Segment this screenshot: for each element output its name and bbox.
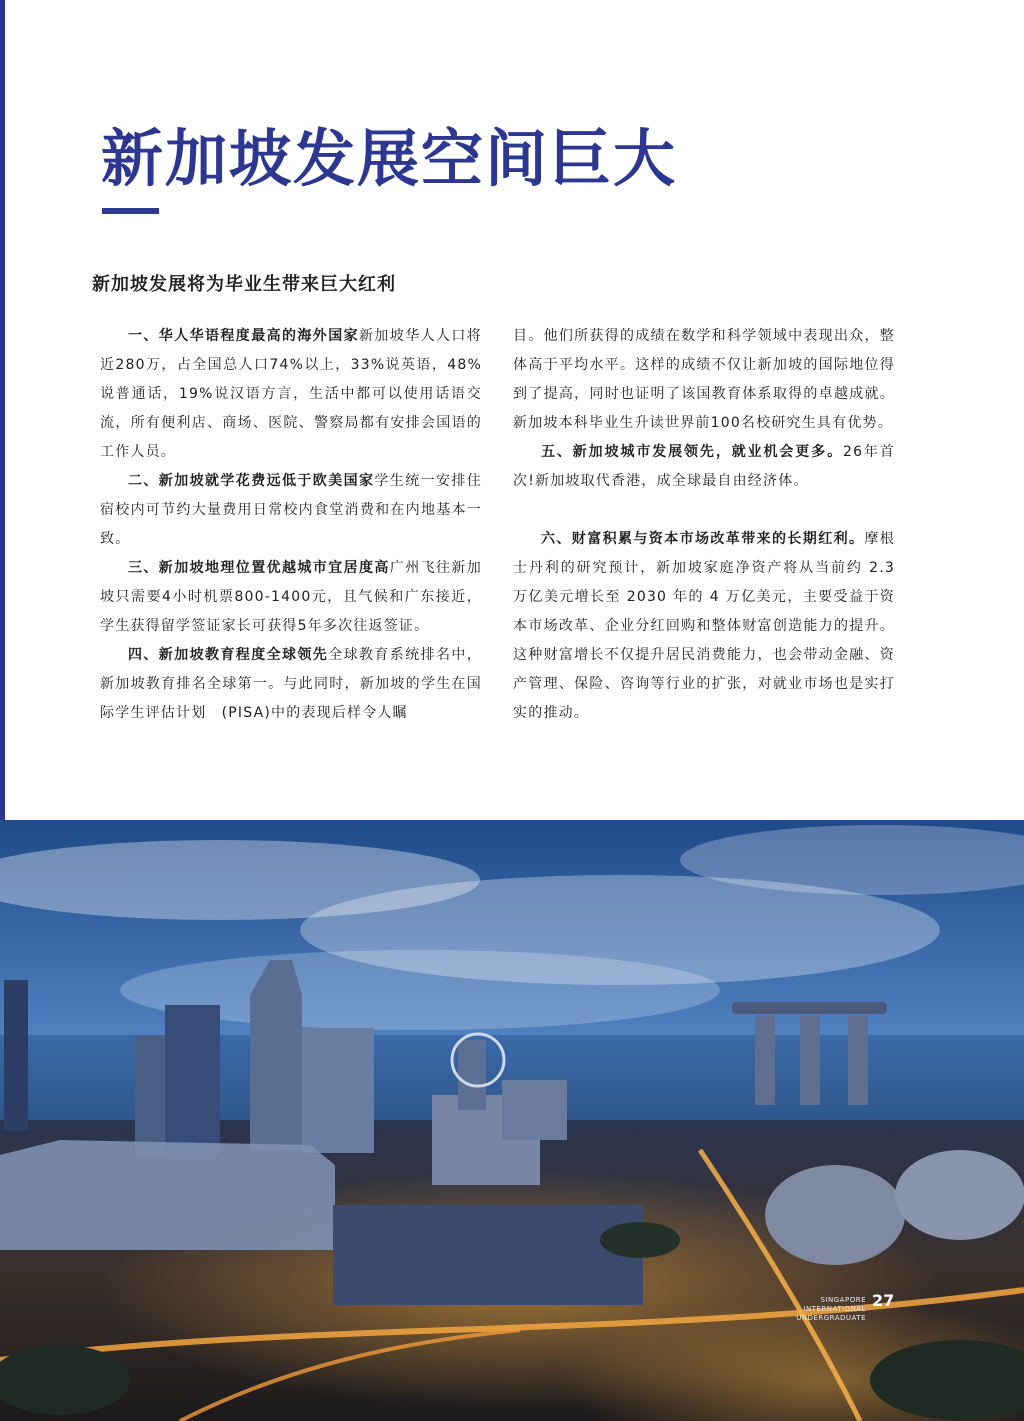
point-1 (100, 322, 482, 467)
text-column-right (513, 322, 895, 728)
point-3-heading: 三、新加坡地理位置优越城市宜居度高 (128, 560, 390, 576)
section-subtitle: 新加坡发展将为毕业生带来巨大红利 (92, 274, 396, 295)
footer-brand-line-1: SINGAPORE INTERNATIONAL (803, 1296, 866, 1313)
point-1-body: 新加坡华人人口将近280万，占全国总人口74%以上，33%说英语，48%说普通话，19%说汉语方言，生活中都可以使用话语交流，所有便利店、商场、医院、警察局都有安排会国语的工作人员。 (100, 328, 482, 460)
point-2 (100, 467, 482, 554)
point-5 (513, 438, 895, 496)
page-number: 27 (872, 1291, 895, 1310)
point-4-body: 全球教育系统排名中，新加坡教育排名全球第一。与此同时，新加坡的学生在国际学生评估计划 (PISA)中的表现后样令人瞩 (100, 647, 482, 721)
point-5-heading: 五、新加坡城市发展领先，就业机会更多。 (541, 444, 843, 460)
footer-brand (776, 1296, 866, 1323)
point-4-continuation: 目。他们所获得的成绩在数学和科学领域中表现出众，整体高于平均水平。这样的成绩不仅让新加坡的国际地位得到了提高，同时也证明了该国教育体系取得的卓越成就。新加坡本科毕业生升读世界前100名校研究生具有优势。 (513, 328, 895, 431)
point-2-body: 学生统一安排住宿校内可节约大量费用日常校内食堂消费和在内地基本一致。 (100, 473, 483, 547)
footer-brand-line-2: UNDERGRADUATE (796, 1314, 866, 1322)
text-column-left (100, 322, 482, 728)
left-accent-bar (0, 0, 5, 820)
point-6-body: 摩根士丹利的研究预计，新加坡家庭净资产将从当前约 2.3 万亿美元增长至 2030 年的 4 万亿美元，主要受益于资本市场改革、企业分红回购和整体财富创造能力的提升。这种财富增长不仅提升居民消费能力，也会带动金融、资产管理、保险、咨询等行业的扩张，对就业市场也是实打实的推动。 (513, 531, 895, 721)
point-3-body: 广州飞往新加坡只需要4小时机票800-1400元，且气候和广东接近，学生获得留学签证家长可获得5年多次往返签证。 (100, 560, 482, 634)
singapore-skyline-photo (0, 820, 1024, 1421)
point-3 (100, 554, 482, 641)
point-5-body: 26年首次!新加坡取代香港，成全球最自由经济体。 (513, 444, 895, 489)
title-underline (102, 208, 159, 214)
point-4-heading: 四、新加坡教育程度全球领先 (128, 647, 329, 663)
point-6 (513, 525, 895, 728)
skyline-illustration (0, 820, 1024, 1421)
point-2-heading: 二、新加坡就学花费远低于欧美国家 (128, 473, 375, 489)
point-6-heading: 六、财富积累与资本市场改革带来的长期红利。 (541, 531, 865, 547)
point-4 (100, 641, 482, 728)
page-title: 新加坡发展空间巨大 (101, 122, 678, 195)
point-1-heading: 一、华人华语程度最高的海外国家 (128, 328, 359, 344)
